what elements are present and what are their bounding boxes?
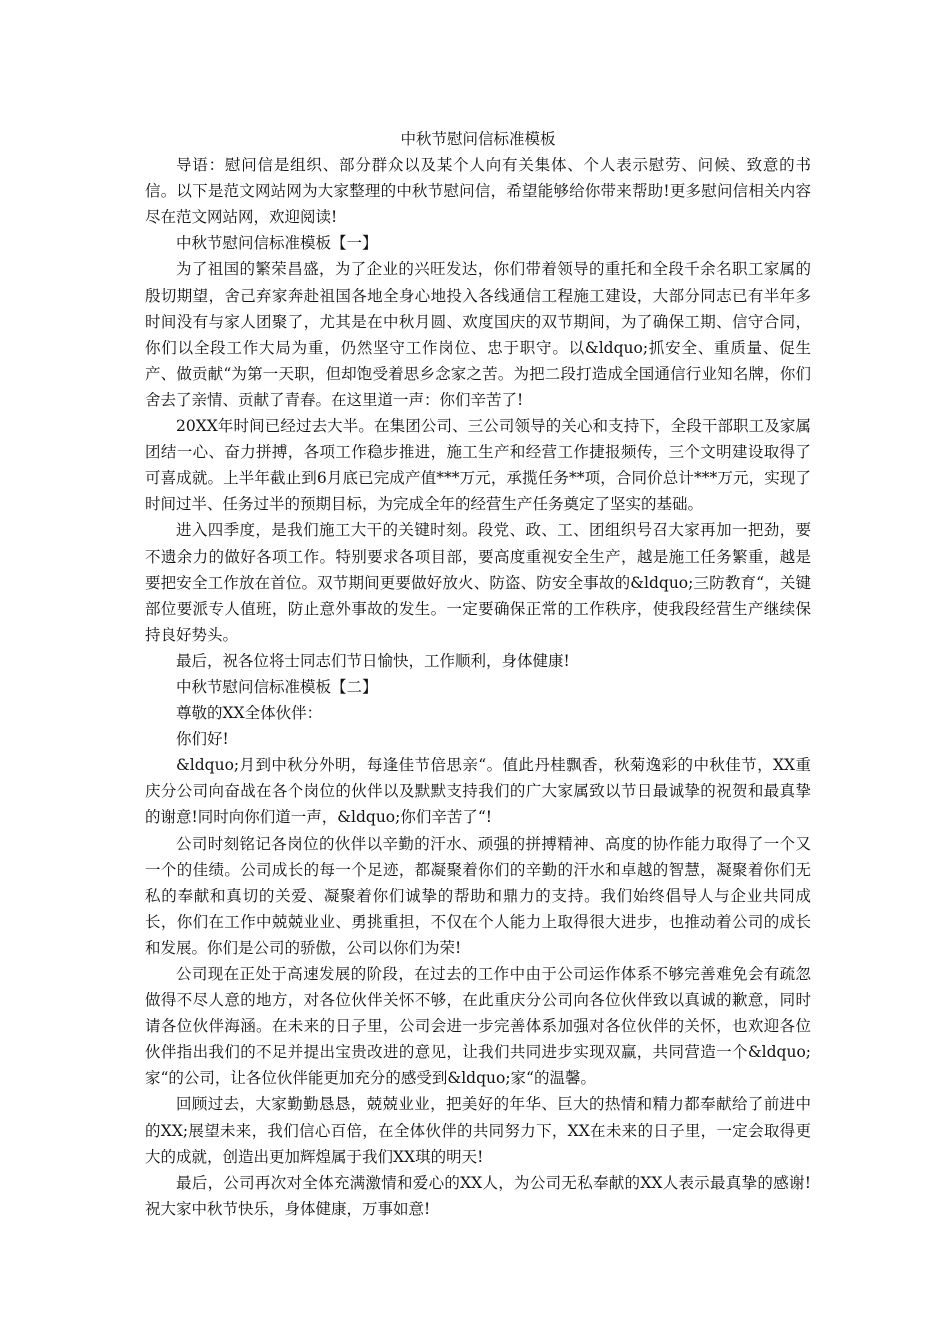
document-page [145,126,811,1222]
body-paragraph: &ldquo;月到中秋分外明，每逢佳节倍思亲“。值此丹桂飘香，秋菊逸彩的中秋佳节，XX重庆分公司向奋战在各个岗位的伙伴以及默默支持我们的广大家属致以节日最诚挚的祝贺和最真挚的谢意!同时向你们道一声，&ldquo;你们辛苦了“! [145,756,811,827]
salutation: 尊敬的XX全体伙伴： [176,704,323,723]
greeting: 你们好! [176,730,229,749]
body-paragraph: 公司现在正处于高速发展的阶段，在过去的工作中由于公司运作体系不够完善难免会有疏忽做得不尽人意的地方，对各位伙伴关怀不够，在此重庆分公司向各位伙伴致以真诚的歉意，同时请各位伙伴海涵。在未来的日子里，公司会进一步完善体系加强对各位伙伴的关怀，也欢迎各位伙伴指出我们的不足并提出宝贵改进的意见，让我们共同进步实现双赢，共同营造一个&ldquo;家“的公司，让各位伙伴能更加充分的感受到&ldquo;家“的温馨。 [145,965,811,1088]
document-title: 中秋节慰问信标准模板 [400,130,556,148]
body-paragraph: 20XX年时间已经过去大半。在集团公司、三公司领导的关心和支持下，全段干部职工及家属团结一心、奋力拼搏，各项工作稳步推进，施工生产和经营工作捷报频传，三个文明建设取得了可喜成就。上半年截止到6月底已完成产值***万元，承揽任务**项，合同价总计***万元，实现了时间过半、任务过半的预期目标，为完成全年的经营生产任务奠定了坚实的基础。 [145,417,811,514]
intro-paragraph: 导语：慰问信是组织、部分群众以及某个人向有关集体、个人表示慰劳、问候、致意的书信。以下是范文网站网为大家整理的中秋节慰问信，希望能够给你带来帮助!更多慰问信相关内容尽在范文网站网，欢迎阅读! [145,156,811,227]
section-heading-one: 中秋节慰问信标准模板【一】 [176,234,378,253]
closing-paragraph: 最后，祝各位将士同志们节日愉快，工作顺利，身体健康! [176,651,570,670]
section-heading-two: 中秋节慰问信标准模板【二】 [176,677,378,696]
body-paragraph: 为了祖国的繁荣昌盛，为了企业的兴旺发达，你们带着领导的重托和全段千余名职工家属的殷切期望，舍己弃家奔赴祖国各地全身心地投入各线通信工程施工建设，大部分同志已有半年多时间没有与家人团聚了，尤其是在中秋月圆、欢度国庆的双节期间，为了确保工期、信守合同，你们以全段工作大局为重，仍然坚守工作岗位、忠于职守。以&ldquo;抓安全、重质量、促生产、做贡献“为第一天职，但却饱受着思乡念家之苦。为把二段打造成全国通信行业知名牌，你们舍去了亲情、贡献了青春。在这里道一声：你们辛苦了! [145,260,811,409]
body-paragraph: 公司时刻铭记各岗位的伙伴以辛勤的汗水、顽强的拼搏精神、高度的协作能力取得了一个又一个的佳绩。公司成长的每一个足迹，都凝聚着你们的辛勤的汗水和卓越的智慧，凝聚着你们无私的奉献和真切的关爱、凝聚着你们诚挚的帮助和鼎力的支持。我们始终倡导人与企业共同成长，你们在工作中兢兢业业、勇挑重担，不仅在个人能力上取得很大进步，也推动着公司的成长和发展。你们是公司的骄傲，公司以你们为荣! [145,834,811,957]
body-paragraph: 进入四季度，是我们施工大干的关键时刻。段党、政、工、团组织号召大家再加一把劲，要不遗余力的做好各项工作。特别要求各项目部，要高度重视安全生产，越是施工任务繁重，越是要把安全工作放在首位。双节期间更要做好放火、防盗、防安全事故的&ldquo;三防教育“，关键部位要派专人值班，防止意外事故的发生。一定要确保正常的工作秩序，使我段经营生产继续保持良好势头。 [145,521,811,644]
body-paragraph: 回顾过去，大家勤勤恳恳，兢兢业业，把美好的年华、巨大的热情和精力都奉献给了前进中的XX;展望未来，我们信心百倍，在全体伙伴的共同努力下，XX在未来的日子里，一定会取得更大的成就，创造出更加辉煌属于我们XX琪的明天! [145,1095,811,1166]
closing-paragraph: 最后，公司再次对全体充满激情和爱心的XX人，为公司无私奉献的XX人表示最真挚的感谢!祝大家中秋节快乐，身体健康，万事如意! [145,1173,811,1218]
